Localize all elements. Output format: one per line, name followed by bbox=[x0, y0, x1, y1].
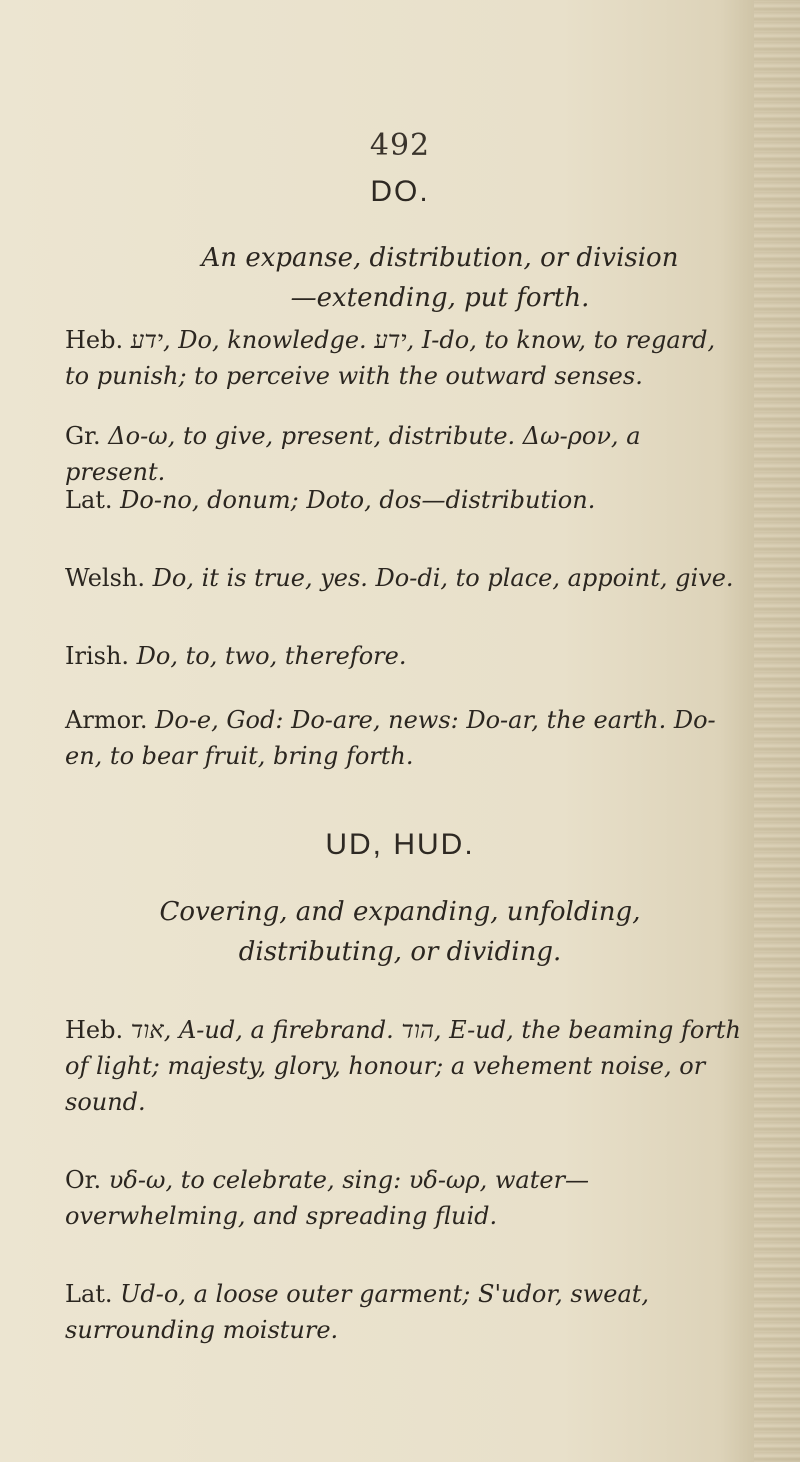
entry-language: Heb. bbox=[65, 326, 124, 354]
entry-language: Gr. bbox=[65, 422, 101, 450]
section-definition-ud: Covering, and expanding, unfolding, distributing, or dividing. bbox=[159, 897, 641, 967]
entry-text: υδ-ω, to celebrate, sing: υδ-ωρ, water—overwhelming, and spreading fluid. bbox=[65, 1166, 590, 1230]
entry-text: Do, it is true, yes. Do-di, to place, appoint, give. bbox=[152, 564, 734, 592]
entry-language: Welsh. bbox=[65, 564, 145, 592]
entry-language: Or. bbox=[65, 1166, 102, 1194]
section-definition-do: An expanse, distribution, or division—extending, put forth. bbox=[201, 243, 679, 313]
section-heading-ud: UD, HUD. bbox=[325, 828, 475, 861]
entry-language: Heb. bbox=[65, 1016, 124, 1044]
entry-latin bbox=[65, 1276, 745, 1348]
entry-hebrew bbox=[65, 1012, 745, 1120]
entry-language: Lat. bbox=[65, 486, 113, 514]
entry-language: Irish. bbox=[65, 642, 130, 670]
page-number: 492 bbox=[369, 128, 431, 163]
entry-text: Do-e, God: Do-are, news: Do-ar, the earth. Do-en, to bear fruit, bring forth. bbox=[65, 706, 716, 770]
page-edge bbox=[754, 0, 800, 1462]
entry-text: Do, to, two, therefore. bbox=[136, 642, 407, 670]
entry-language: Armor. bbox=[65, 706, 148, 734]
entry-language: Lat. bbox=[65, 1280, 113, 1308]
entry-armoric bbox=[65, 702, 745, 774]
entry-text: Ud-o, a loose outer garment; S'udor, sweat, surrounding moisture. bbox=[65, 1280, 650, 1344]
entry-text: אוד, A-ud, a firebrand. הוד, E-ud, the beaming forth of light; majesty, glory, honour; a vehement noise, or sound. bbox=[65, 1016, 741, 1116]
entry-hebrew bbox=[65, 322, 745, 394]
section-heading-do: DO. bbox=[370, 175, 430, 208]
entry-welsh bbox=[65, 560, 745, 596]
entry-greek bbox=[65, 418, 745, 490]
entry-irish bbox=[65, 638, 745, 674]
entry-text: Δο-ω, to give, present, distribute. Δω-ρον, a present. bbox=[65, 422, 641, 486]
entry-text: ידע, Do, knowledge. ידע, I-do, to know, to regard, to punish; to perceive with the outward senses. bbox=[65, 326, 716, 390]
entry-latin bbox=[65, 482, 745, 518]
entry-text: Do-no, donum; Doto, dos—distribution. bbox=[120, 486, 596, 514]
entry-oriental bbox=[65, 1162, 745, 1234]
